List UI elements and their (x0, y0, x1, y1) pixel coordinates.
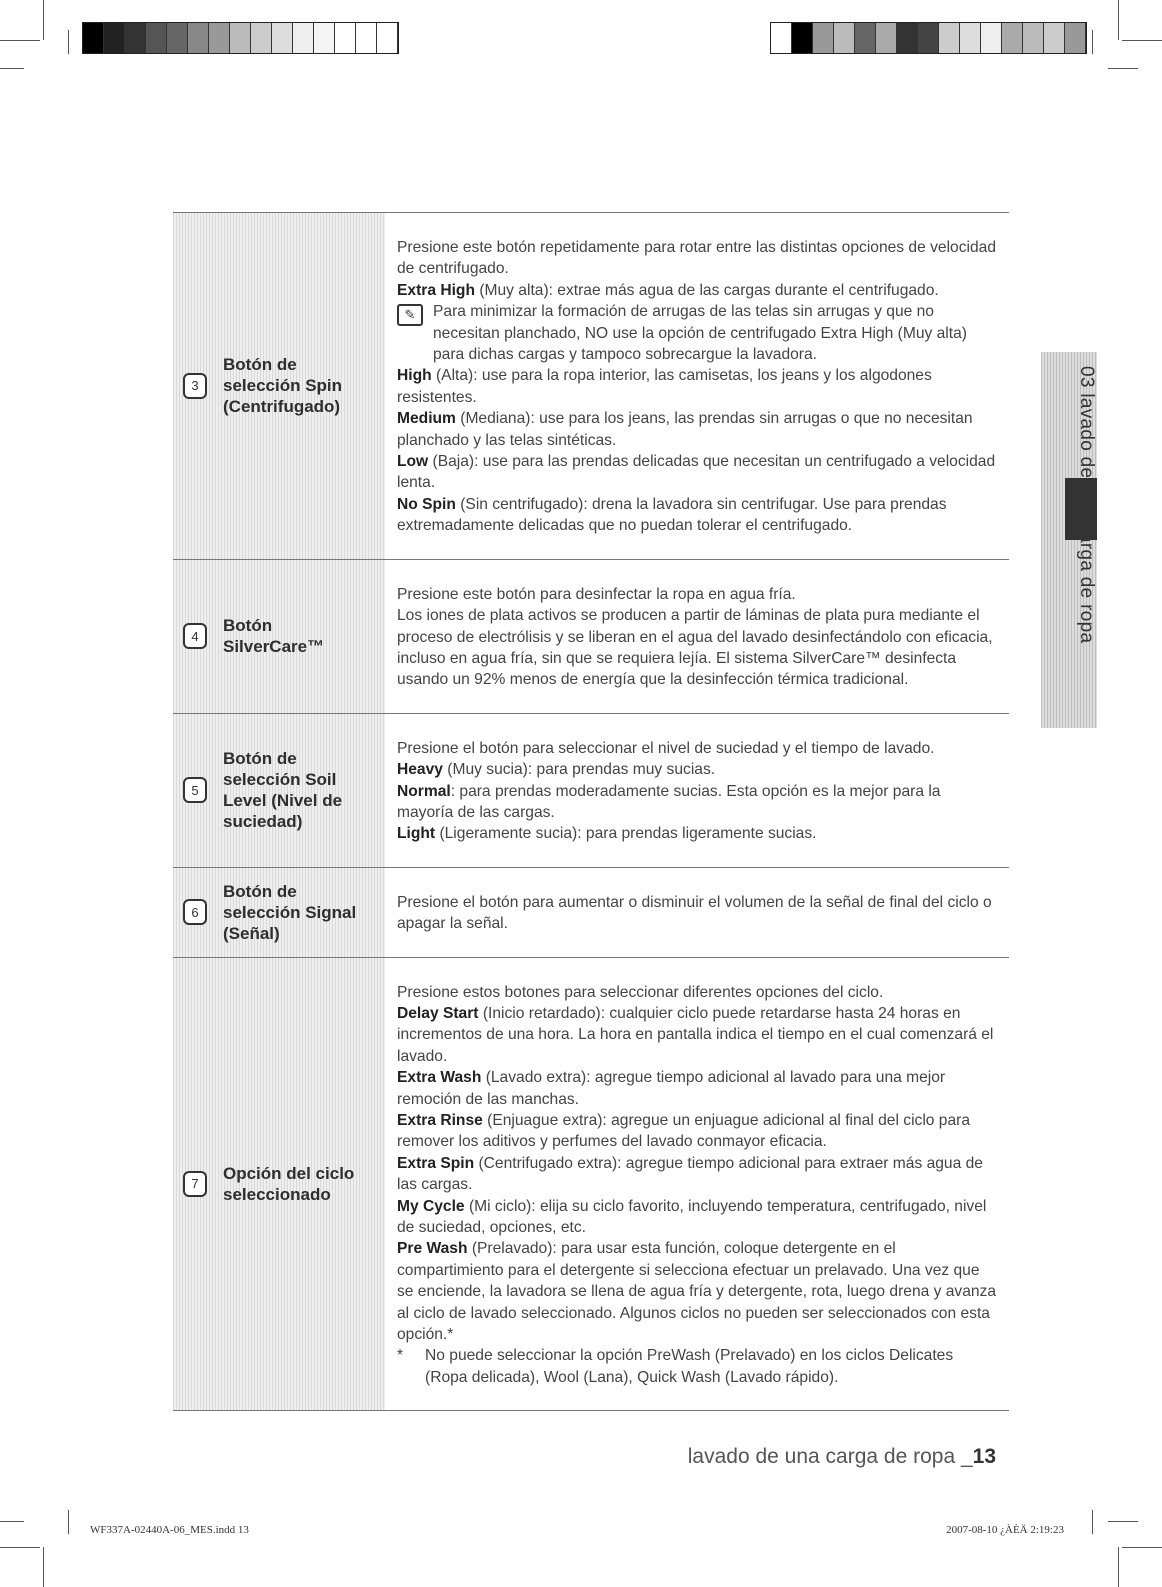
option-label-line: (Centrifugado) (223, 397, 341, 417)
option-row (173, 958, 1009, 1412)
color-swatch (855, 23, 876, 53)
description-paragraph: Presione el botón para seleccionar el nivel de suciedad y el tiempo de lavado. (397, 739, 935, 757)
color-swatch (1065, 23, 1086, 53)
color-swatch (167, 23, 188, 53)
option-label-line: suciedad) (223, 812, 303, 832)
option-label-line: Opción del ciclo (223, 1163, 355, 1183)
option-label (223, 748, 342, 832)
crop-mark (1122, 1547, 1162, 1548)
option-term: Extra High (397, 281, 475, 299)
option-term-paragraph (397, 1153, 999, 1196)
color-swatch (792, 23, 813, 53)
option-row (173, 560, 1009, 714)
option-term-paragraph (397, 1196, 999, 1239)
chapter-side-tab (1041, 352, 1097, 728)
color-swatch (314, 23, 335, 53)
crop-mark (0, 1547, 40, 1548)
page-footer-title (688, 1445, 996, 1469)
crop-mark (0, 1521, 24, 1522)
description-paragraph: Los iones de plata activos se producen a partir de láminas de plata pura mediante el proceso de electrólisis y se liberan en el agua del lavado desinfectándolo con eficacia, incluso en agua fría, sin que se requiera lejía. El sistema SilverCare™ desinfecta usando un 92% menos de energía que la desinfección térmica tradicional. (397, 607, 993, 689)
option-term-description: (Baja): use para las prendas delicadas que necesitan un centrifugado a velocidad lenta. (397, 453, 996, 492)
option-term-paragraph (397, 408, 999, 451)
note-pencil-icon: ✎ (397, 304, 423, 326)
option-label (223, 615, 324, 657)
option-term-paragraph (397, 1067, 999, 1110)
option-label-cell (173, 958, 385, 1411)
option-term-description: : para prendas moderadamente sucias. Esta opción es la mejor para la mayoría de las cargas. (397, 782, 941, 821)
color-swatch (272, 23, 293, 53)
color-swatch (834, 23, 855, 53)
color-swatch (876, 23, 897, 53)
option-term-description: (Ligeramente sucia): para prendas ligeramente sucias. (435, 825, 817, 843)
color-swatch (1002, 23, 1023, 53)
page-number: 13 (972, 1445, 996, 1468)
print-date-info: 2007-08-10 ¿ÀÈÄ 2:19:23 (946, 1524, 1064, 1536)
note-block (397, 301, 999, 365)
option-label-line: selección Spin (223, 376, 343, 396)
color-swatch (771, 23, 792, 53)
option-term: Extra Rinse (397, 1112, 483, 1129)
option-label-line: Botón de (223, 881, 297, 901)
option-term-description: (Muy sucia): para prendas muy sucias. (442, 761, 716, 779)
color-calibration-bar-left (82, 22, 399, 54)
option-label (223, 354, 342, 417)
option-term: Extra Wash (397, 1069, 482, 1087)
option-label-line: Botón de (223, 355, 297, 375)
color-swatch (356, 23, 377, 53)
option-term: High (397, 367, 432, 385)
option-label-line: selección Soil (223, 770, 337, 790)
footnote (397, 1345, 999, 1388)
description-paragraph: Presione este botón repetidamente para rotar entre las distintas opciones de velocidad de centrifugado. (397, 239, 996, 278)
description-paragraph: Presione estos botones para seleccionar diferentes opciones del ciclo. (397, 983, 884, 1001)
option-term-paragraph (397, 823, 999, 844)
option-label (223, 1163, 354, 1205)
option-term: Pre Wash (397, 1240, 468, 1258)
description-paragraph: Presione el botón para aumentar o disminuir el volumen de la señal de final del ciclo o apagar la señal. (397, 893, 992, 933)
color-swatch (188, 23, 209, 53)
option-term: Normal (397, 782, 451, 800)
option-term-paragraph (397, 759, 999, 780)
option-label-line: SilverCare™ (223, 637, 325, 657)
crop-mark (1118, 1547, 1119, 1587)
option-term-description: (Alta): use para la ropa interior, las camisetas, los jeans y los algodones resistentes. (397, 367, 932, 406)
option-term-paragraph (397, 280, 999, 301)
option-term-description: (Lavado extra): agregue tiempo adicional al lavado para una mejor remoción de las manchas. (397, 1069, 946, 1108)
color-swatch (939, 23, 960, 53)
option-term-description: (Centrifugado extra): agregue tiempo adicional para extraer más agua de las cargas. (397, 1154, 983, 1194)
crop-mark (0, 68, 24, 69)
color-swatch (918, 23, 939, 53)
option-description-cell (385, 714, 1009, 867)
option-description-cell (385, 213, 1009, 559)
color-swatch (960, 23, 981, 53)
color-swatch (335, 23, 356, 53)
option-term: Heavy (397, 761, 443, 779)
option-description-cell (385, 560, 1009, 713)
option-term-description: (Muy alta): extrae más agua de las cargas durante el centrifugado. (474, 281, 939, 299)
color-swatch (981, 23, 1002, 53)
option-term-paragraph (397, 494, 999, 537)
description-paragraph: Presione este botón para desinfectar la ropa en agua fría. (397, 585, 796, 603)
crop-mark (1108, 68, 1138, 69)
option-row (173, 868, 1009, 958)
option-number-badge: 7 (183, 1171, 207, 1197)
option-term: Medium (397, 410, 456, 428)
note-text: Para minimizar la formación de arrugas de las telas sin arrugas y que no necesitan planchado, NO use la opción de centrifugado Extra High (Muy alta) para dichas cargas y tampoco sobrecargue la lavadora. (433, 303, 967, 364)
color-swatch (230, 23, 251, 53)
option-label-line: seleccionado (223, 1184, 331, 1204)
option-term: Light (397, 825, 436, 843)
option-term: Extra Spin (397, 1154, 475, 1172)
option-term-description: (Mediana): use para los jeans, las prendas sin arrugas o que no necesitan planchado y las telas sintéticas. (397, 410, 973, 449)
color-swatch (209, 23, 230, 53)
option-number-badge: 3 (183, 373, 207, 399)
footnote-text: No puede seleccionar la opción PreWash (Prelavado) en los ciclos Delicates (Ropa delicada), Wool (Lana), Quick Wash (Lavado rápido). (425, 1347, 954, 1386)
color-swatch (251, 23, 272, 53)
option-label-cell (173, 560, 385, 713)
color-swatch (897, 23, 918, 53)
option-term-paragraph (397, 451, 999, 494)
option-term: Low (397, 453, 429, 471)
option-row (173, 714, 1009, 868)
crop-mark (68, 1510, 69, 1534)
option-term-description: (Prelavado): para usar esta función, coloque detergente en el compartimiento para el detergente si selecciona efectuar un prelavado. Una vez que se enciende, la lavadora se llena de agua fría y detergente, rota, luego drena y avanza al ciclo de lavado seleccionado. Algunos ciclos no pueden ser seleccionados con esta opción.* (397, 1240, 997, 1344)
option-label (223, 881, 356, 944)
asterisk-mark: * (397, 1347, 404, 1365)
chapter-tab-label: 03 lavado de una carga de ropa (1076, 366, 1097, 644)
crop-mark (1092, 1510, 1093, 1534)
crop-mark (43, 1547, 44, 1587)
option-term-paragraph (397, 1110, 999, 1153)
crop-mark (1108, 1521, 1138, 1522)
option-label-line: Level (Nivel de (223, 791, 343, 811)
crop-mark (0, 40, 40, 41)
options-table (173, 212, 1009, 1411)
option-row (173, 213, 1009, 560)
crop-mark (1092, 30, 1093, 54)
option-label-line: Botón (223, 616, 273, 636)
option-term-description: (Mi ciclo): elija su ciclo favorito, incluyendo temperatura, centrifugado, nivel de suciedad, opciones, etc. (397, 1197, 987, 1237)
color-swatch (293, 23, 314, 53)
option-description-cell (385, 958, 1009, 1411)
option-term-paragraph (397, 365, 999, 408)
option-term: No Spin (397, 495, 456, 513)
color-swatch (813, 23, 834, 53)
option-term-description: (Inicio retardado): cualquier ciclo puede retardarse hasta 24 horas en incrementos de una hora. La hora en pantalla indica el tiempo en el cual comenzará el lavado. (397, 1004, 994, 1065)
crop-mark (1122, 40, 1162, 41)
option-term-description: (Sin centrifugado): drena la lavadora sin centrifugar. Use para prendas extremadamente delicadas que no puedan tolerar el centrifugado. (397, 495, 947, 535)
option-term-paragraph (397, 1238, 999, 1345)
option-term: My Cycle (397, 1197, 465, 1215)
option-term-paragraph (397, 781, 999, 824)
color-swatch (104, 23, 125, 53)
color-calibration-bar-right (770, 22, 1087, 54)
crop-mark (43, 0, 44, 40)
option-number-badge: 4 (183, 623, 207, 649)
crop-mark (68, 30, 69, 54)
print-file-info: WF337A-02440A-06_MES.indd 13 (90, 1524, 249, 1536)
option-term-description: (Enjuague extra): agregue un enjuague adicional al final del ciclo para remover los aditivos y perfumes del lavado conmayor eficacia. (397, 1112, 971, 1151)
color-swatch (377, 23, 398, 53)
color-swatch (83, 23, 104, 53)
color-swatch (1023, 23, 1044, 53)
color-swatch (125, 23, 146, 53)
option-label-cell (173, 213, 385, 559)
footer-section-name: lavado de una carga de ropa _ (687, 1445, 973, 1468)
option-term: Delay Start (397, 1004, 479, 1022)
crop-mark (1118, 0, 1119, 40)
option-label-cell (173, 714, 385, 867)
color-swatch (1044, 23, 1065, 53)
option-label-cell (173, 868, 385, 957)
color-swatch (146, 23, 167, 53)
option-description-cell (385, 868, 1009, 957)
option-label-line: Botón de (223, 749, 297, 769)
option-label-line: selección Signal (223, 902, 357, 922)
option-label-line: (Señal) (223, 923, 280, 943)
option-number-badge: 6 (183, 899, 207, 925)
option-term-paragraph (397, 1003, 999, 1067)
option-number-badge: 5 (183, 777, 207, 803)
